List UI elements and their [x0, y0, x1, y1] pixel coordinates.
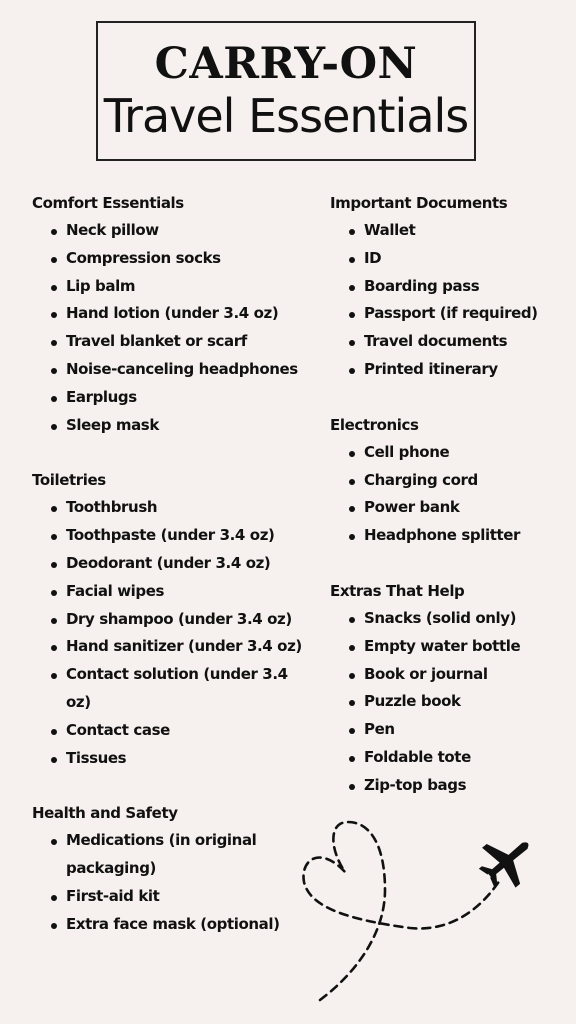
item-list [330, 217, 570, 384]
list-item: Hand sanitizer (under 3.4 oz) [66, 633, 312, 661]
title-box [96, 21, 476, 161]
section-title: Electronics [330, 415, 419, 434]
list-item: Earplugs [66, 384, 312, 412]
list-item: Sleep mask [66, 412, 312, 440]
list-item: Noise-canceling headphones [66, 356, 312, 384]
section-toiletries [32, 467, 312, 772]
list-item: Printed itinerary [364, 356, 570, 384]
list-item: Lip balm [66, 273, 312, 301]
left-column [32, 190, 312, 967]
right-column [330, 190, 570, 828]
section-extras-that-help [330, 578, 570, 800]
list-item: Empty water bottle [364, 633, 570, 661]
item-list [32, 217, 312, 439]
section-title: Toiletries [32, 471, 106, 490]
list-item: Charging cord [364, 467, 570, 495]
list-item: Passport (if required) [364, 300, 570, 328]
list-item: Hand lotion (under 3.4 oz) [66, 300, 312, 328]
list-item: Snacks (solid only) [364, 605, 570, 633]
section-title: Important Documents [330, 194, 508, 212]
section-important-documents [330, 190, 570, 384]
item-list [32, 827, 312, 938]
list-item: Travel blanket or scarf [66, 328, 312, 356]
list-item: Power bank [364, 494, 570, 522]
list-item: Facial wipes [66, 578, 312, 606]
list-item: Medications (in original packaging) [66, 827, 312, 883]
list-item: Book or journal [364, 661, 570, 689]
list-item: Zip-top bags [364, 772, 570, 800]
section-title: Comfort Essentials [32, 194, 184, 212]
list-item: Wallet [364, 217, 570, 245]
list-item: Pen [364, 716, 570, 744]
section-comfort-essentials [32, 190, 312, 439]
section-title: Health and Safety [32, 804, 178, 823]
list-item: ID [364, 245, 570, 273]
list-item: Boarding pass [364, 273, 570, 301]
list-item: Cell phone [364, 439, 570, 467]
list-item: Dry shampoo (under 3.4 oz) [66, 606, 312, 634]
list-item: Toothpaste (under 3.4 oz) [66, 522, 312, 550]
list-item: Headphone splitter [364, 522, 570, 550]
title-subtitle: Travel Essentials [103, 89, 469, 143]
section-title: Extras That Help [330, 581, 465, 600]
list-item: Compression socks [66, 245, 312, 273]
list-item: Deodorant (under 3.4 oz) [66, 550, 312, 578]
list-item: Travel documents [364, 328, 570, 356]
list-item: Puzzle book [364, 688, 570, 716]
section-health-and-safety [32, 800, 312, 938]
list-item: Neck pillow [66, 217, 312, 245]
list-item: Tissues [66, 745, 312, 773]
list-item: Toothbrush [66, 494, 312, 522]
dashed-heart-flight-path-icon [303, 822, 500, 1000]
list-item: Contact case [66, 717, 312, 745]
item-list [330, 605, 570, 800]
item-list [330, 439, 570, 550]
title-main: CARRY-ON [154, 39, 418, 89]
flight-decoration [290, 810, 550, 1010]
list-item: Extra face mask (optional) [66, 911, 312, 939]
list-item: Foldable tote [364, 744, 570, 772]
airplane-icon [470, 823, 545, 898]
list-item: Contact solution (under 3.4 oz) [66, 661, 312, 717]
list-item: First-aid kit [66, 883, 312, 911]
item-list [32, 494, 312, 772]
section-electronics [330, 412, 570, 550]
